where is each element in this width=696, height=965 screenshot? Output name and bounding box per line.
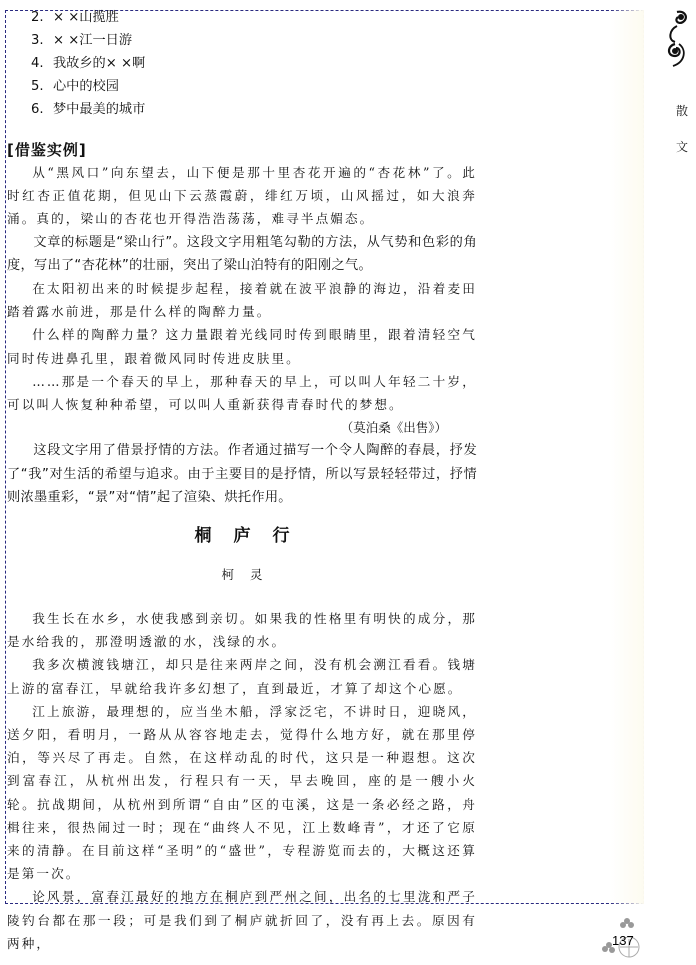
topic-list-item <box>7 75 477 98</box>
list-number: 5. <box>31 79 44 94</box>
topic-list-item <box>7 52 477 75</box>
example-paragraph: 从“黑风口”向东望去，山下便是那十里杏花开遍的“杏花林”了。此时红杏正值花期，但见山下云蒸霞蔚，绯红万顷，山风摇过，如大浪奔涌。真的，梁山的杏花也开得浩浩荡荡，难寻半点媚态。 <box>7 165 477 227</box>
spacer <box>7 585 477 607</box>
citation: （莫泊桑《出售》） <box>340 420 447 436</box>
topic-list-item <box>7 6 477 29</box>
list-number: 2. <box>31 10 44 25</box>
page-content <box>7 6 477 955</box>
list-number: 3. <box>31 33 44 48</box>
example-paragraph: 在太阳初出来的时候提步起程，接着就在波平浪静的海边，沿着麦田踏着露水前进，那是什么样的陶醉力量。 <box>7 281 477 320</box>
section-heading: [借鉴实例] <box>7 141 87 159</box>
swirl-ornament-icon <box>663 8 691 70</box>
example-paragraph: ……那是一个春天的早上，那种春天的早上，可以叫人年轻二十岁，可以叫人恢复种种希望，可以叫人重新获得青春时代的梦想。 <box>7 373 477 413</box>
essay-paragraph: 论风景，富春江最好的地方在桐庐到严州之间，出名的七里泷和严子陵钓台都在那一段；可是我们到了桐庐就折回了，没有再上去。原因有两种， <box>7 889 477 951</box>
page-edge-shading <box>610 10 644 904</box>
page-number: 137 <box>612 933 634 948</box>
side-tab-char: 文 <box>676 140 689 154</box>
example-paragraph: 什么样的陶醉力量？这力量跟着光线同时传到眼睛里，跟着清轻空气同时传进鼻孔里，跟着微风同时传进皮肤里。 <box>7 327 477 366</box>
analysis-paragraph: 这段文字用了借景抒情的方法。作者通过描写一个令人陶醉的春晨，抒发了“我”对生活的希望与追求。由于主要目的是抒情，所以写景轻轻带过，抒情则浓墨重彩，“景”对“情”起了渲染、烘托作用。 <box>7 443 477 505</box>
list-text: × ×山揽胜 <box>53 10 119 25</box>
essay-paragraph: 江上旅游，最理想的，应当坐木船，浮家泛宅，不讲时日，迎晓风，送夕阳，看明月，一路从从容容地走去，觉得什么地方好，就在那里停泊，等兴尽了再走。自然，在这样动乱的时代，这只是一种遐想。这次到富春江，从杭州出发，行程只有一天，早去晚回，座的是一艘小火轮。抗战期间，从杭州到所谓“自由”区的屯溪，这是一条必经之路，舟楫往来，很热闹过一时；现在“曲终人不见，江上数峰青”，才还了它原来的清静。在目前这样“圣明”的“盛世”，专程游览而去的，大概这还算是第一次。 <box>7 703 477 882</box>
essay-author: 柯灵 <box>221 567 279 583</box>
topic-list-item <box>7 98 477 121</box>
side-tab-char: 散 <box>676 104 689 118</box>
essay-paragraph: 我多次横渡钱塘江，却只是往来两岸之间，没有机会溯江看看。钱塘上游的富春江，早就给我许多幻想了，直到最近，才算了却这个心愿。 <box>7 657 477 696</box>
list-number: 6. <box>31 102 44 117</box>
list-text: 心中的校园 <box>53 79 119 94</box>
list-text: × ×江一日游 <box>53 33 133 48</box>
list-text: 我故乡的× ×啊 <box>53 56 146 71</box>
essay-title: 桐庐行 <box>194 526 312 547</box>
topic-list-item <box>7 29 477 52</box>
list-number: 4. <box>31 56 44 71</box>
example-commentary: 文章的标题是“梁山行”。这段文字用粗笔勾勒的方法，从气势和色彩的角度，写出了“杏花林”的壮丽，突出了梁山泊特有的阳刚之气。 <box>7 234 477 273</box>
list-text: 梦中最美的城市 <box>53 102 146 117</box>
essay-paragraph: 我生长在水乡，水使我感到亲切。如果我的性格里有明快的成分，那是水给我的，那澄明透澈的水，浅绿的水。 <box>7 611 477 650</box>
